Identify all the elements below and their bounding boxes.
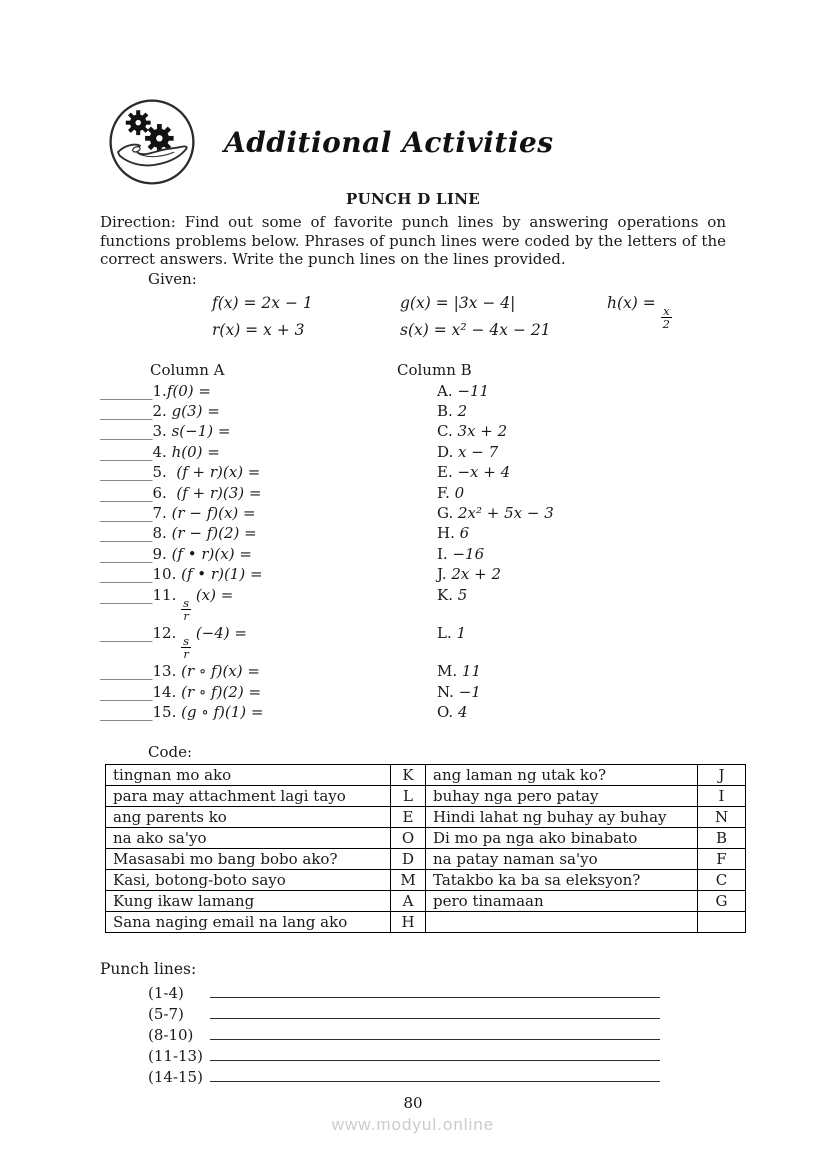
item-number: 5.	[152, 463, 167, 482]
answer-blank: _______	[100, 623, 153, 642]
direction-text: Direction: Find out some of favorite punch lines by answering operations on functions problems below. Phrases of punch lines were coded by the letters of the correct answers. Write the punch lines on the lines provided.	[100, 213, 726, 268]
code-phrase-cell: ang parents ko	[106, 807, 391, 828]
answer-blank: _______	[100, 503, 153, 522]
matching-choice	[437, 421, 507, 441]
choice-value: 1	[451, 623, 467, 642]
answer-blank: _______	[100, 544, 153, 563]
punch-line-blank	[210, 983, 660, 998]
activity-title: PUNCH D LINE	[346, 190, 480, 208]
matching-choice	[437, 523, 469, 543]
given-equation: r(x) = x + 3	[212, 320, 305, 339]
code-phrase-cell: Kasi, botong-boto sayo	[106, 870, 391, 891]
item-number: 12.	[152, 623, 177, 642]
punch-lines-list	[148, 983, 726, 1088]
matching-choice	[437, 381, 489, 401]
punch-line-row	[148, 1025, 726, 1046]
item-number: 13.	[152, 662, 177, 681]
code-row	[106, 786, 746, 807]
fraction-denominator: 2	[662, 317, 670, 332]
answer-blank: _______	[100, 422, 153, 441]
answer-blank: _______	[100, 702, 153, 721]
matching-row	[100, 661, 726, 681]
punch-line-row	[148, 983, 726, 1004]
code-letter-cell: A	[391, 891, 426, 912]
matching-choice	[437, 442, 498, 462]
punch-line-blank	[210, 1025, 660, 1040]
item-expression: (f + r)(3) =	[166, 483, 262, 502]
code-letter-cell: L	[391, 786, 426, 807]
choice-letter: K.	[437, 585, 453, 604]
answer-blank: _______	[100, 585, 153, 604]
item-number: 15.	[152, 702, 177, 721]
item-number: 9.	[152, 544, 167, 563]
matching-row	[100, 483, 726, 503]
item-expression: (f + r)(x) =	[166, 463, 261, 482]
fraction	[181, 635, 191, 661]
choice-letter: G.	[437, 503, 454, 522]
code-letter-cell: C	[698, 870, 746, 891]
matching-row	[100, 442, 726, 462]
item-number: 1.	[152, 381, 167, 400]
given-equation: g(x) = |3x − 4|	[400, 293, 516, 312]
matching-choice	[437, 503, 554, 523]
code-phrase-cell: Hindi lahat ng buhay ay buhay	[426, 807, 698, 828]
item-expression: (f • r)(1) =	[176, 565, 263, 584]
code-row	[106, 870, 746, 891]
item-number: 3.	[152, 422, 167, 441]
matching-list	[100, 381, 726, 723]
choice-letter: B.	[437, 401, 453, 420]
matching-row	[100, 682, 726, 702]
fraction-numerator: x	[663, 303, 670, 318]
choice-letter: O.	[437, 702, 454, 721]
matching-row	[100, 564, 726, 584]
code-label: Code:	[148, 743, 193, 762]
code-letter-cell: G	[698, 891, 746, 912]
gear-small-icon	[126, 110, 151, 135]
matching-row	[100, 421, 726, 441]
item-expression: s(−1) =	[166, 422, 231, 441]
given-equation: h(x) = $\frac{x}{2}$	[607, 293, 670, 332]
code-phrase-cell: Di mo pa nga ako binabato	[426, 828, 698, 849]
column-a-header: Column A	[150, 360, 225, 379]
choice-value: 0	[449, 483, 465, 502]
column-b-header: Column B	[397, 360, 472, 379]
matching-row	[100, 702, 726, 722]
code-letter-cell: I	[698, 786, 746, 807]
choice-letter: C.	[437, 422, 453, 441]
item-expression: f(0) =	[166, 381, 211, 400]
code-phrase-cell: Masasabi mo bang bobo ako?	[106, 849, 391, 870]
item-expression: (r − f)(2) =	[166, 524, 257, 543]
matching-choice	[437, 462, 510, 482]
matching-choice	[437, 702, 468, 722]
fraction-denominator: r	[183, 609, 189, 624]
punch-line-range: (8-10)	[148, 1026, 194, 1045]
code-letter-cell: M	[391, 870, 426, 891]
item-number: 7.	[152, 503, 167, 522]
punch-line-range: (11-13)	[148, 1047, 203, 1066]
choice-letter: D.	[437, 442, 454, 461]
punch-line-range: (14-15)	[148, 1068, 203, 1087]
matching-row	[100, 401, 726, 421]
code-row	[106, 912, 746, 933]
matching-item	[100, 661, 437, 681]
given-equation: f(x) = 2x − 1	[212, 293, 313, 312]
fraction	[181, 597, 191, 623]
code-phrase-cell: Tatakbo ka ba sa eleksyon?	[426, 870, 698, 891]
matching-choice	[437, 483, 464, 503]
matching-item	[100, 544, 437, 564]
choice-value: 11	[457, 662, 481, 681]
code-phrase-cell: na patay naman sa'yo	[426, 849, 698, 870]
choice-letter: F.	[437, 483, 450, 502]
answer-blank: _______	[100, 401, 153, 420]
code-letter-cell: B	[698, 828, 746, 849]
choice-value: −1	[453, 682, 481, 701]
choice-letter: I.	[437, 544, 448, 563]
punch-line-row	[148, 1046, 726, 1067]
punch-line-range: (5-7)	[148, 1005, 184, 1024]
code-letter-cell: K	[391, 765, 426, 786]
code-letter-cell: J	[698, 765, 746, 786]
code-phrase-cell: pero tinamaan	[426, 891, 698, 912]
matching-item	[100, 421, 437, 441]
answer-blank: _______	[100, 565, 153, 584]
matching-row	[100, 585, 726, 623]
answer-blank: _______	[100, 682, 153, 701]
answer-blank: _______	[100, 381, 153, 400]
fraction-numerator: s	[183, 595, 190, 610]
choice-value: 2x² + 5x − 3	[453, 503, 554, 522]
code-letter-cell	[698, 912, 746, 933]
code-row	[106, 765, 746, 786]
matching-row	[100, 544, 726, 564]
punch-lines-label: Punch lines:	[100, 960, 197, 979]
choice-value: 5	[452, 585, 468, 604]
matching-headers	[100, 361, 726, 381]
item-number: 11.	[152, 585, 177, 604]
matching-choice	[437, 401, 467, 421]
matching-item	[100, 682, 437, 702]
given-equation: s(x) = x² − 4x − 21	[400, 320, 551, 339]
choice-value: 3x + 2	[452, 422, 508, 441]
answer-blank: _______	[100, 524, 153, 543]
code-phrase-cell: para may attachment lagi tayo	[106, 786, 391, 807]
choice-value: 2x + 2	[446, 565, 502, 584]
choice-letter: A.	[437, 381, 453, 400]
answer-blank: _______	[100, 463, 153, 482]
code-letter-cell: E	[391, 807, 426, 828]
code-letter-cell: D	[391, 849, 426, 870]
code-row	[106, 891, 746, 912]
choice-value: 2	[452, 401, 468, 420]
choice-value: 6	[454, 524, 470, 543]
code-phrase-cell: ang laman ng utak ko?	[426, 765, 698, 786]
punch-line-row	[148, 1004, 726, 1025]
matching-item	[100, 381, 437, 401]
matching-item	[100, 702, 437, 722]
item-number: 8.	[152, 524, 167, 543]
choice-letter: E.	[437, 463, 453, 482]
given-label: Given:	[148, 269, 197, 288]
code-table	[105, 764, 746, 933]
punch-line-blank	[210, 1004, 660, 1019]
code-phrase-cell: na ako sa'yo	[106, 828, 391, 849]
given-equations	[100, 292, 726, 348]
given-equation-row	[100, 319, 726, 346]
item-number: 4.	[152, 442, 167, 461]
choice-value: −x + 4	[452, 463, 511, 482]
answer-blank: _______	[100, 662, 153, 681]
code-phrase-cell: Sana naging email na lang ako	[106, 912, 391, 933]
answer-blank: _______	[100, 442, 153, 461]
matching-item	[100, 623, 437, 661]
choice-letter: H.	[437, 524, 455, 543]
matching-item	[100, 462, 437, 482]
item-number: 2.	[152, 401, 167, 420]
matching-item	[100, 585, 437, 623]
punch-line-row	[148, 1067, 726, 1088]
item-expression: h(0) =	[166, 442, 220, 461]
section-header	[106, 96, 726, 188]
code-phrase-cell: buhay nga pero patay	[426, 786, 698, 807]
code-row	[106, 828, 746, 849]
fraction-numerator: s	[183, 633, 190, 648]
choice-letter: L.	[437, 623, 452, 642]
matching-choice	[437, 623, 466, 643]
code-letter-cell: H	[391, 912, 426, 933]
matching-row	[100, 523, 726, 543]
choice-letter: M.	[437, 662, 458, 681]
item-expression: g(3) =	[166, 401, 220, 420]
choice-letter: N.	[437, 682, 454, 701]
code-row	[106, 807, 746, 828]
code-letter-cell: O	[391, 828, 426, 849]
fraction-denominator: r	[183, 647, 189, 662]
page-title: Additional Activities	[224, 125, 554, 159]
code-letter-cell: N	[698, 807, 746, 828]
item-expression: (x) =	[191, 585, 234, 604]
matching-row	[100, 503, 726, 523]
matching-item	[100, 503, 437, 523]
item-expression: (r ∘ f)(2) =	[176, 682, 262, 701]
matching-choice	[437, 544, 484, 564]
punch-line-blank	[210, 1067, 660, 1082]
punch-line-blank	[210, 1046, 660, 1061]
watermark: www.modyul.online	[331, 1115, 495, 1134]
code-phrase-cell	[426, 912, 698, 933]
choice-value: −11	[452, 381, 490, 400]
code-letter-cell: F	[698, 849, 746, 870]
item-expression: (r ∘ f)(x) =	[176, 662, 260, 681]
item-expression: (−4) =	[191, 623, 247, 642]
matching-item	[100, 442, 437, 462]
choice-value: −16	[447, 544, 485, 563]
item-expression: (r − f)(x) =	[166, 503, 256, 522]
matching-item	[100, 564, 437, 584]
page-number: 80	[403, 1094, 423, 1112]
gears-on-hand-icon	[106, 96, 198, 188]
matching-row	[100, 462, 726, 482]
code-phrase-cell: Kung ikaw lamang	[106, 891, 391, 912]
choice-value: 4	[453, 702, 468, 721]
item-expression: (g ∘ f)(1) =	[176, 702, 264, 721]
answer-blank: _______	[100, 483, 153, 502]
matching-row	[100, 381, 726, 401]
matching-row	[100, 623, 726, 661]
matching-item	[100, 523, 437, 543]
choice-letter: J.	[437, 565, 447, 584]
item-number: 10.	[152, 565, 177, 584]
matching-choice	[437, 585, 467, 605]
matching-choice	[437, 564, 501, 584]
matching-item	[100, 483, 437, 503]
choice-value: x − 7	[453, 442, 499, 461]
matching-choice	[437, 661, 481, 681]
punch-line-range: (1-4)	[148, 984, 184, 1003]
matching-choice	[437, 682, 481, 702]
matching-item	[100, 401, 437, 421]
item-expression: (f • r)(x) =	[166, 544, 252, 563]
code-phrase-cell: tingnan mo ako	[106, 765, 391, 786]
item-number: 14.	[152, 682, 177, 701]
item-number: 6.	[152, 483, 167, 502]
code-row	[106, 849, 746, 870]
